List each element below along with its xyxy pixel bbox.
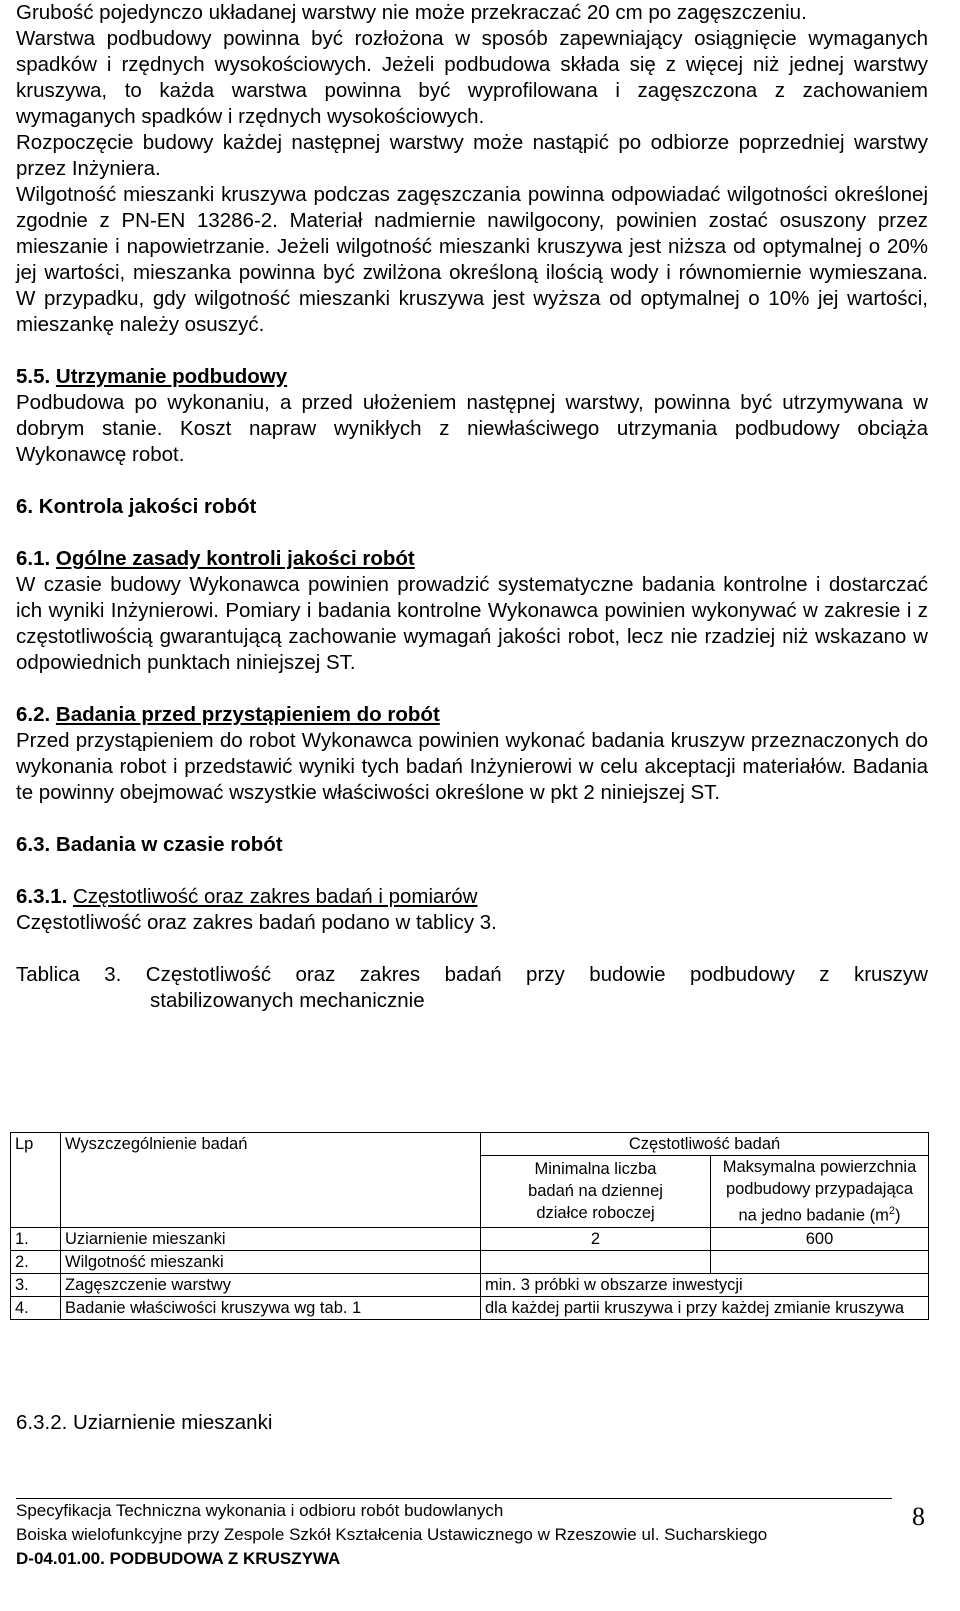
- cell-lp: 4.: [11, 1296, 61, 1319]
- section-number: 5.5.: [16, 365, 51, 388]
- intro-paragraph-2: Rozpoczęcie budowy każdej następnej warstwy może nastąpić po odbiorze poprzedniej warstwy przez Inżyniera.: [16, 131, 928, 180]
- section-6-heading: 6. Kontrola jakości robót: [16, 495, 257, 518]
- section-6-2-body: Przed przystąpieniem do robot Wykonawca powinien wykonać badania kruszyw przeznaczonych do wykonania robot i przedstawić wyniki tych badań Inżynierowi w celu akceptacji materiałów. Badania te powinny obejmować wszystkie właściwości określone w pkt 2 niniejszej ST.: [16, 729, 928, 804]
- intro-line: Grubość pojedynczo układanej warstwy nie może przekraczać 20 cm po zagęszczeniu.: [16, 1, 807, 24]
- cell-frequency: min. 3 próbki w obszarze inwestycji: [481, 1273, 929, 1296]
- page-footer: [16, 1498, 892, 1571]
- cell-frequency: dla każdej partii kruszywa i przy każdej zmianie kruszywa: [481, 1296, 929, 1319]
- table-row: [11, 1250, 929, 1273]
- section-number: 6.1.: [16, 547, 51, 570]
- cell-name: Badanie właściwości kruszywa wg tab. 1: [61, 1296, 481, 1319]
- header-lp: Lp: [11, 1133, 61, 1228]
- header-max-area-text: Maksymalna powierzchnia podbudowy przypadająca na jedno badanie (m: [722, 1158, 917, 1225]
- section-5-5-heading: [16, 364, 928, 390]
- cell-name: Zagęszczenie warstwy: [61, 1273, 481, 1296]
- header-max-area-sup: 2: [888, 1205, 896, 1217]
- table-caption-line-1: Tablica 3. Częstotliwość oraz zakres badań przy budowie podbudowy z kruszyw: [16, 963, 928, 986]
- intro-paragraph-3: Wilgotność mieszanki kruszywa podczas zagęszczania powinna odpowiadać wilgotności określonej zgodnie z PN-EN 13286-2. Materiał nadmiernie nawilgocony, powinien zostać osuszony przez mieszanie i napowietrzanie. Jeżeli wilgotność mieszanki kruszywa jest niższa od optymalnej o 20% jej wartości, mieszanka powinna być zwilżona określoną ilością wody i równomiernie wymieszana. W przypadku, gdy wilgotność mieszanki kruszywa jest wyższa od optymalnej o 10% jej wartości, mieszankę należy osuszyć.: [16, 183, 928, 336]
- section-number: 6.3.1.: [16, 885, 68, 908]
- table-row: [11, 1227, 929, 1250]
- cell-lp: 3.: [11, 1273, 61, 1296]
- cell-lp: 2.: [11, 1250, 61, 1273]
- section-5-5-body: Podbudowa po wykonaniu, a przed ułożeniem następnej warstwy, powinna być utrzymywana w dobrym stanie. Koszt napraw wynikłych z niewłaściwego utrzymania podbudowy obciąża Wykonawcę robot.: [16, 391, 928, 466]
- section-title: Ogólne zasady kontroli jakości robót: [55, 547, 415, 570]
- header-frequency: Częstotliwość badań: [481, 1133, 929, 1156]
- section-title: Badania przed przystąpieniem do robót: [55, 703, 440, 726]
- cell-name: Wilgotność mieszanki: [61, 1250, 481, 1273]
- cell-lp: 1.: [11, 1227, 61, 1250]
- table-caption-line-2: stabilizowanych mechanicznie: [150, 989, 425, 1012]
- cell-max: 600: [711, 1227, 929, 1250]
- section-title: Utrzymanie podbudowy: [55, 365, 288, 388]
- cell-max: [711, 1250, 929, 1273]
- header-spec: Wyszczególnienie badań: [61, 1133, 481, 1228]
- table-row: [11, 1273, 929, 1296]
- cell-name: Uziarnienie mieszanki: [61, 1227, 481, 1250]
- page-number: 8: [912, 1502, 925, 1531]
- cell-min: 2: [481, 1227, 711, 1250]
- section-6-3-2-heading: 6.3.2. Uziarnienie mieszanki: [16, 1411, 273, 1434]
- frequency-table: [10, 1132, 929, 1320]
- header-min-count: Minimalna liczba badań na dziennej działce roboczej: [481, 1156, 711, 1228]
- footer-line-2: Boiska wielofunkcyjne przy Zespole Szkół Kształcenia Ustawicznego w Rzeszowie ul. Sucharskiego: [16, 1525, 768, 1544]
- header-max-area: [711, 1156, 929, 1228]
- footer-line-3: D-04.01.00. PODBUDOWA Z KRUSZYWA: [16, 1549, 341, 1568]
- section-6-1-heading: [16, 546, 928, 572]
- table-row: [11, 1296, 929, 1319]
- document-body: [16, 0, 928, 1014]
- section-6-3-1-heading: [16, 884, 928, 910]
- cell-min: [481, 1250, 711, 1273]
- section-6-1-body: W czasie budowy Wykonawca powinien prowadzić systematyczne badania kontrolne i dostarczać ich wyniki Inżynierowi. Pomiary i badania kontrolne Wykonawca powinien wykonywać w zakresie i z częstotliwością gwarantującą zachowanie wymagań jakości robot, lecz nie rzadziej niż wskazano w odpowiednich punktach niniejszej ST.: [16, 573, 928, 674]
- header-max-area-end: ): [895, 1206, 901, 1225]
- section-6-3-1-body: Częstotliwość oraz zakres badań podano w tablicy 3.: [16, 911, 497, 934]
- table-header-row: [11, 1133, 929, 1156]
- section-6-3-heading: 6.3. Badania w czasie robót: [16, 833, 283, 856]
- footer-line-1: Specyfikacja Techniczna wykonania i odbioru robót budowlanych: [16, 1501, 504, 1520]
- intro-paragraph-1: Warstwa podbudowy powinna być rozłożona w sposób zapewniający osiągnięcie wymaganych spadków i rzędnych wysokościowych. Jeżeli podbudowa składa się z więcej niż jednej warstwy kruszywa, to każda warstwa powinna być wyprofilowana i zagęszczona z zachowaniem wymaganych spadków i rzędnych wysokościowych.: [16, 27, 928, 128]
- section-number: 6.2.: [16, 703, 51, 726]
- section-title: Częstotliwość oraz zakres badań i pomiarów: [73, 885, 478, 908]
- section-6-2-heading: [16, 702, 928, 728]
